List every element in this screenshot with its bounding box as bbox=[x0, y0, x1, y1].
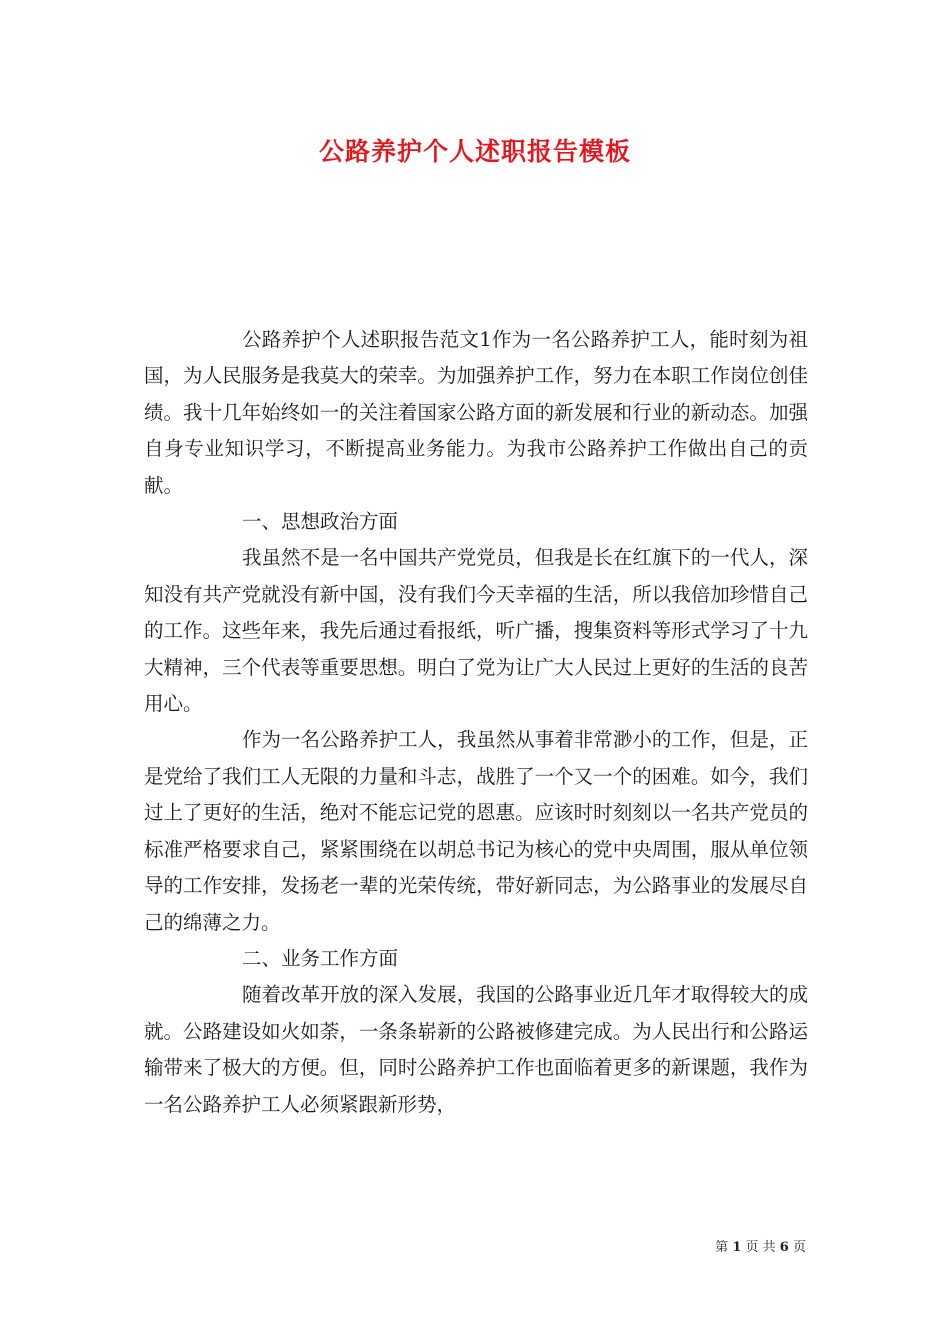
footer-page-number: 1 bbox=[732, 1240, 742, 1255]
document-body bbox=[144, 322, 808, 1123]
footer-total-pages: 6 bbox=[779, 1240, 789, 1255]
section-heading-business: 二、业务工作方面 bbox=[242, 946, 399, 970]
paragraph-political-2: 作为一名公路养护工人，我虽然从事着非常渺小的工作，但是，正是党给了我们工人无限的力量和斗志，战胜了一个又一个的困难。如今，我们过上了更好的生活，绝对不能忘记党的恩惠。应该时时刻刻以一名共产党员的标准严格要求自己，紧紧围绕在以胡总书记为核心的党中央周围，服从单位领导的工作安排，发扬老一辈的光荣传统，带好新同志，为公路事业的发展尽自己的绵薄之力。 bbox=[144, 728, 808, 934]
document-title: 公路养护个人述职报告模板 bbox=[318, 137, 631, 166]
section-heading-political: 一、思想政治方面 bbox=[242, 510, 399, 534]
footer-suffix: 页 bbox=[792, 1240, 806, 1255]
paragraph-political-1: 我虽然不是一名中国共产党党员，但我是长在红旗下的一代人，深知没有共产党就没有新中国，没有我们今天幸福的生活，所以我倍加珍惜自己的工作。这些年来，我先后通过看报纸，听广播，搜集资料等形式学习了十九大精神，三个代表等重要思想。明白了党为让广大人民过上更好的生活的良苦用心。 bbox=[144, 546, 808, 716]
paragraph-intro: 公路养护个人述职报告范文1作为一名公路养护工人，能时刻为祖国，为人民服务是我莫大的荣幸。为加强养护工作，努力在本职工作岗位创佳绩。我十几年始终如一的关注着国家公路方面的新发展和行业的新动态。加强自身专业知识学习，不断提高业务能力。为我市公路养护工作做出自己的贡献。 bbox=[144, 328, 808, 497]
paragraph-business-1: 随着改革开放的深入发展，我国的公路事业近几年才取得较大的成就。公路建设如火如荼，一条条崭新的公路被修建完成。为人民出行和公路运输带来了极大的方便。但，同时公路养护工作也面临着更多的新课题，我作为一名公路养护工人必须紧跟新形势， bbox=[144, 983, 808, 1116]
footer-middle: 页 共 bbox=[745, 1240, 776, 1255]
page-footer bbox=[715, 1236, 806, 1255]
footer-prefix: 第 bbox=[715, 1240, 729, 1255]
